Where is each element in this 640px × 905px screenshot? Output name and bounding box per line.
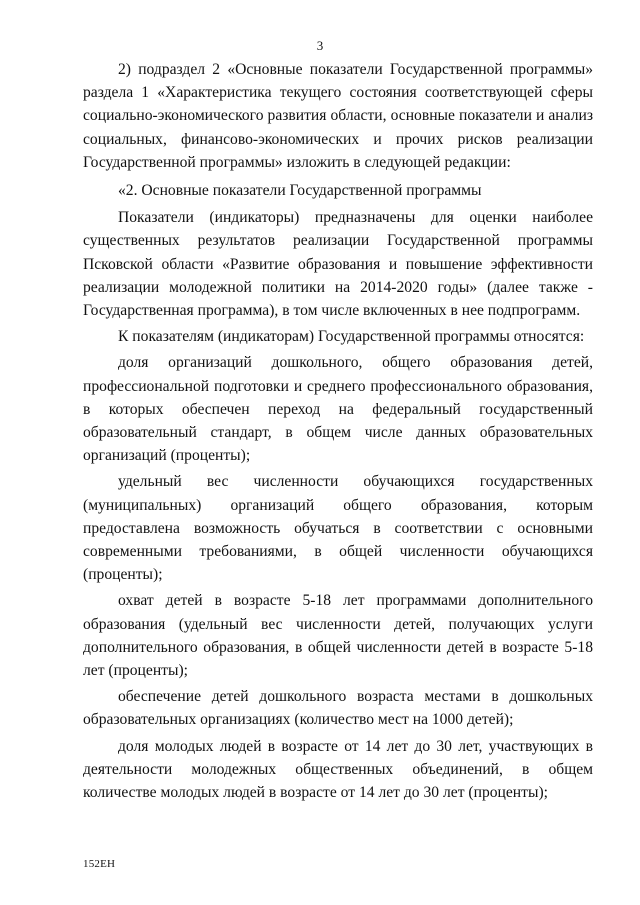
- indicator-item: охват детей в возрасте 5-18 лет программами дополнительного образования (удельный вес численности детей, получающих услуги дополнительного образования, в общей численности детей в возрасте 5-18 лет (проценты);: [83, 592, 593, 680]
- indicator-item: доля молодых людей в возрасте от 14 лет до 30 лет, участвующих в деятельности молодежных общественных объединений, в общем количестве молодых людей в возрасте от 14 лет до 30 лет (проценты);: [83, 737, 593, 802]
- indicators-purpose-paragraph: Показатели (индикаторы) предназначены для оценки наиболее существенных результатов реализации Государственной программы Псковской области «Развитие образования и повышение эффективности реализации молодежной политики на 2014-2020 годы» (далее также - Государственная программа), в том числе включенных в нее подпрограмм.: [83, 209, 593, 320]
- document-body: [83, 58, 593, 804]
- indicators-list-intro: К показателям (индикаторам) Государственной программы относятся:: [118, 328, 585, 346]
- indicator-item: обеспечение детей дошкольного возраста местами в дошкольных образовательных организациях (количество мест на 1000 детей);: [83, 688, 593, 729]
- indicator-item: доля организаций дошкольного, общего образования детей, профессиональной подготовки и среднего профессионального образования, в которых обеспечен переход на федеральный государственный образовательный стандарт, в общем числе данных образовательных организаций (проценты);: [83, 354, 593, 465]
- indicator-item: удельный вес численности обучающихся государственных (муниципальных) организаций общего образования, которым предоставлена возможность обучаться в соответствии с основными современными требованиями, в общей численности обучающихся (проценты);: [83, 473, 593, 584]
- page-number: 3: [316, 38, 324, 53]
- amendment-intro-paragraph: 2) подраздел 2 «Основные показатели Государственной программы» раздела 1 «Характеристика текущего состояния соответствующей сферы социально-экономического развития области, основные показатели и анализ социальных, финансово-экономических и прочих рисков реализации Государственной программы» изложить в следующей редакции:: [83, 61, 593, 171]
- document-code: 152ЕН: [83, 858, 116, 870]
- section-heading: «2. Основные показатели Государственной программы: [118, 182, 482, 200]
